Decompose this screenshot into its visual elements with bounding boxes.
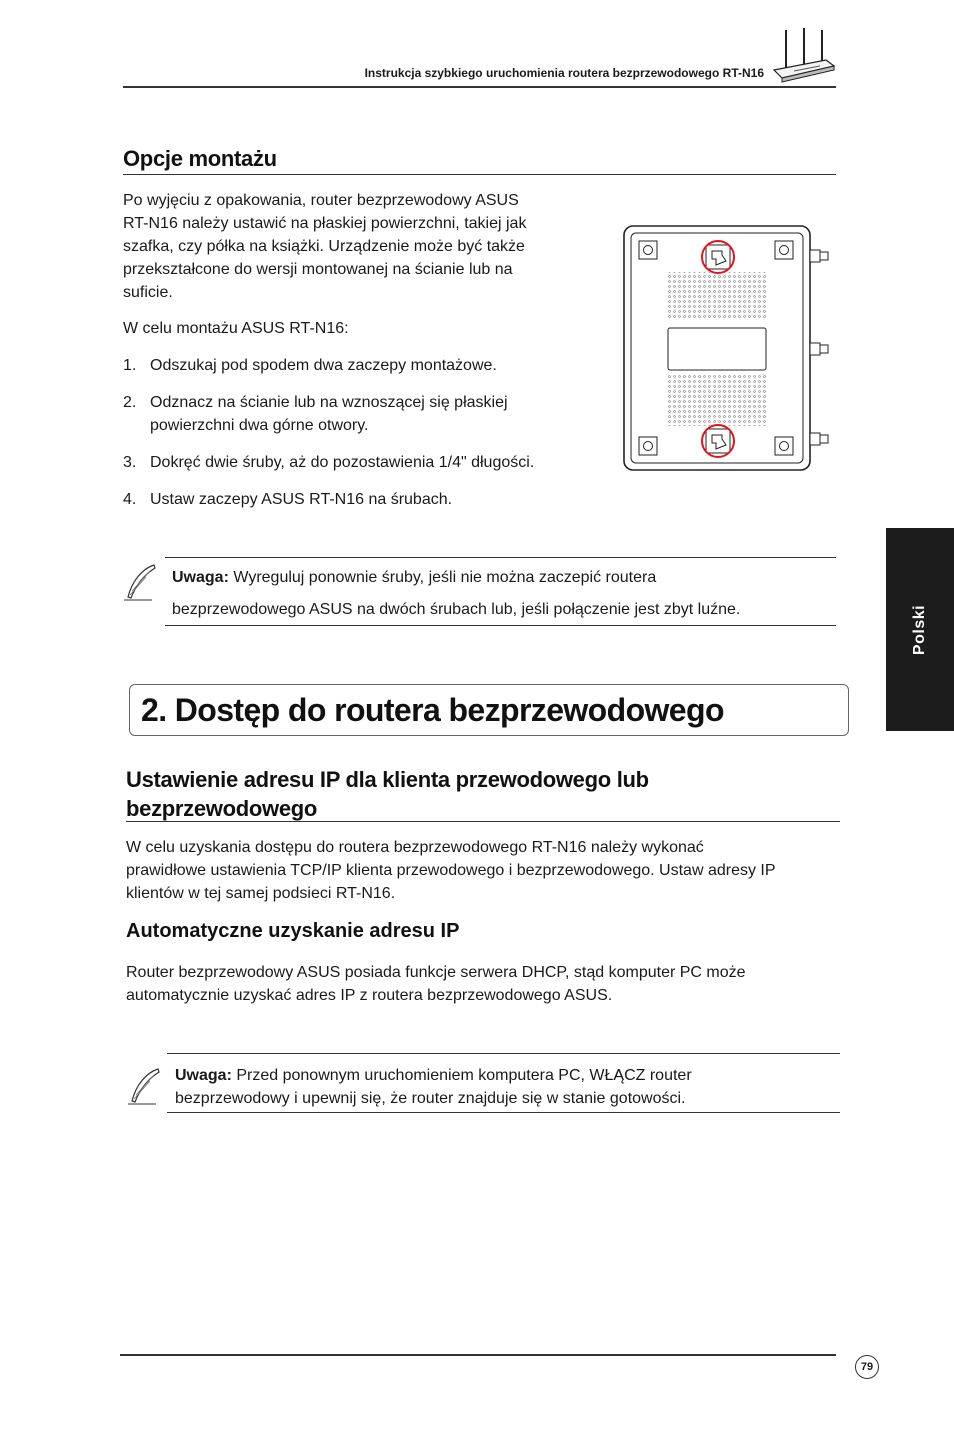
section-title-line: Ustawienie adresu IP dla klienta przewodowego lub bbox=[126, 767, 649, 792]
section-title-mounting: Opcje montażu bbox=[123, 146, 277, 171]
note-rule-top bbox=[165, 557, 836, 558]
list-item bbox=[123, 451, 583, 474]
intro-line: Po wyjęciu z opakowania, router bezprzewodowy ASUS bbox=[123, 192, 519, 209]
note-rule-bottom bbox=[165, 625, 836, 626]
note-label: Uwaga: bbox=[175, 1067, 232, 1084]
list-item bbox=[123, 391, 583, 437]
mounting-lead: W celu montażu ASUS RT-N16: bbox=[123, 320, 349, 337]
note-rule-bottom bbox=[167, 1112, 840, 1113]
intro-line: przekształcone do wersji montowanej na ścianie lub na bbox=[123, 261, 513, 278]
chapter-title: 2. Dostęp do routera bezprzewodowego bbox=[141, 692, 724, 728]
header-model: RT-N16 bbox=[722, 66, 764, 80]
intro-line: suficie. bbox=[123, 284, 173, 301]
subsection-title: Automatyczne uzyskanie adresu IP bbox=[126, 920, 460, 942]
list-text: Odszukaj pod spodem dwa zaczepy montażowe. bbox=[150, 357, 497, 374]
page-number: 79 bbox=[855, 1355, 879, 1379]
note-text: bezprzewodowy i upewnij się, że router znajduje się w stanie gotowości. bbox=[175, 1090, 686, 1107]
note-text: bezprzewodowego ASUS na dwóch śrubach lub, jeśli połączenie jest zbyt luźne. bbox=[172, 601, 741, 618]
note-label: Uwaga: bbox=[172, 569, 229, 586]
section-rule bbox=[123, 174, 836, 175]
mounting-intro bbox=[123, 189, 583, 304]
intro-line: szafka, czy półka na książki. Urządzenie może być także bbox=[123, 238, 525, 255]
router-bottom-illustration bbox=[622, 224, 838, 474]
ip-body-line: prawidłowe ustawienia TCP/IP klienta przewodowego i bezprzewodowego. Ustaw adresy IP bbox=[126, 862, 776, 879]
list-item bbox=[123, 488, 583, 511]
note-text: Przed ponownym uruchomieniem komputera PC, WŁĄCZ router bbox=[236, 1067, 692, 1084]
intro-line: RT-N16 należy ustawić na płaskiej powierzchni, takiej jak bbox=[123, 215, 527, 232]
dhcp-body-line: Router bezprzewodowy ASUS posiada funkcje serwera DHCP, stąd komputer PC może bbox=[126, 964, 746, 981]
list-text-line: powierzchni dwa górne otwory. bbox=[150, 417, 369, 434]
list-number: 1. bbox=[123, 357, 137, 374]
pen-nib-icon bbox=[126, 1067, 162, 1107]
running-header bbox=[0, 66, 764, 80]
note-rule-top bbox=[167, 1053, 840, 1054]
header-rule bbox=[123, 86, 836, 88]
dhcp-body-line: automatycznie uzyskać adres IP z routera bezprzewodowego ASUS. bbox=[126, 987, 613, 1004]
list-number: 2. bbox=[123, 394, 137, 411]
list-text bbox=[150, 391, 508, 437]
note-text: Wyreguluj ponownie śruby, jeśli nie można zaczepić routera bbox=[233, 569, 657, 586]
section-title-ip bbox=[126, 765, 649, 823]
note-router-ready bbox=[175, 1064, 840, 1110]
list-number: 4. bbox=[123, 491, 137, 508]
list-text-line: Odznacz na ścianie lub na wznoszącej się płaskiej bbox=[150, 394, 508, 411]
section-title-line: bezprzewodowego bbox=[126, 796, 318, 821]
ip-body bbox=[126, 836, 840, 905]
language-tab-label-wrap bbox=[886, 528, 954, 731]
router-icon bbox=[764, 26, 836, 86]
ip-body-line: W celu uzyskania dostępu do routera bezprzewodowego RT-N16 należy wykonać bbox=[126, 839, 704, 856]
list-number: 3. bbox=[123, 454, 137, 471]
note-mounting bbox=[172, 562, 836, 626]
dhcp-body bbox=[126, 961, 840, 1007]
list-text: Dokręć dwie śruby, aż do pozostawienia 1/4" długości. bbox=[150, 454, 535, 471]
language-tab-label: Polski bbox=[910, 604, 928, 655]
list-item bbox=[123, 354, 583, 377]
pen-nib-icon bbox=[122, 563, 158, 603]
list-text: Ustaw zaczepy ASUS RT-N16 na śrubach. bbox=[150, 491, 453, 508]
header-title: Instrukcja szybkiego uruchomienia routera bezprzewodowego bbox=[364, 66, 720, 80]
ip-body-line: klientów w tej samej podsieci RT-N16. bbox=[126, 885, 396, 902]
section-rule bbox=[126, 821, 840, 822]
footer-rule bbox=[120, 1354, 836, 1356]
